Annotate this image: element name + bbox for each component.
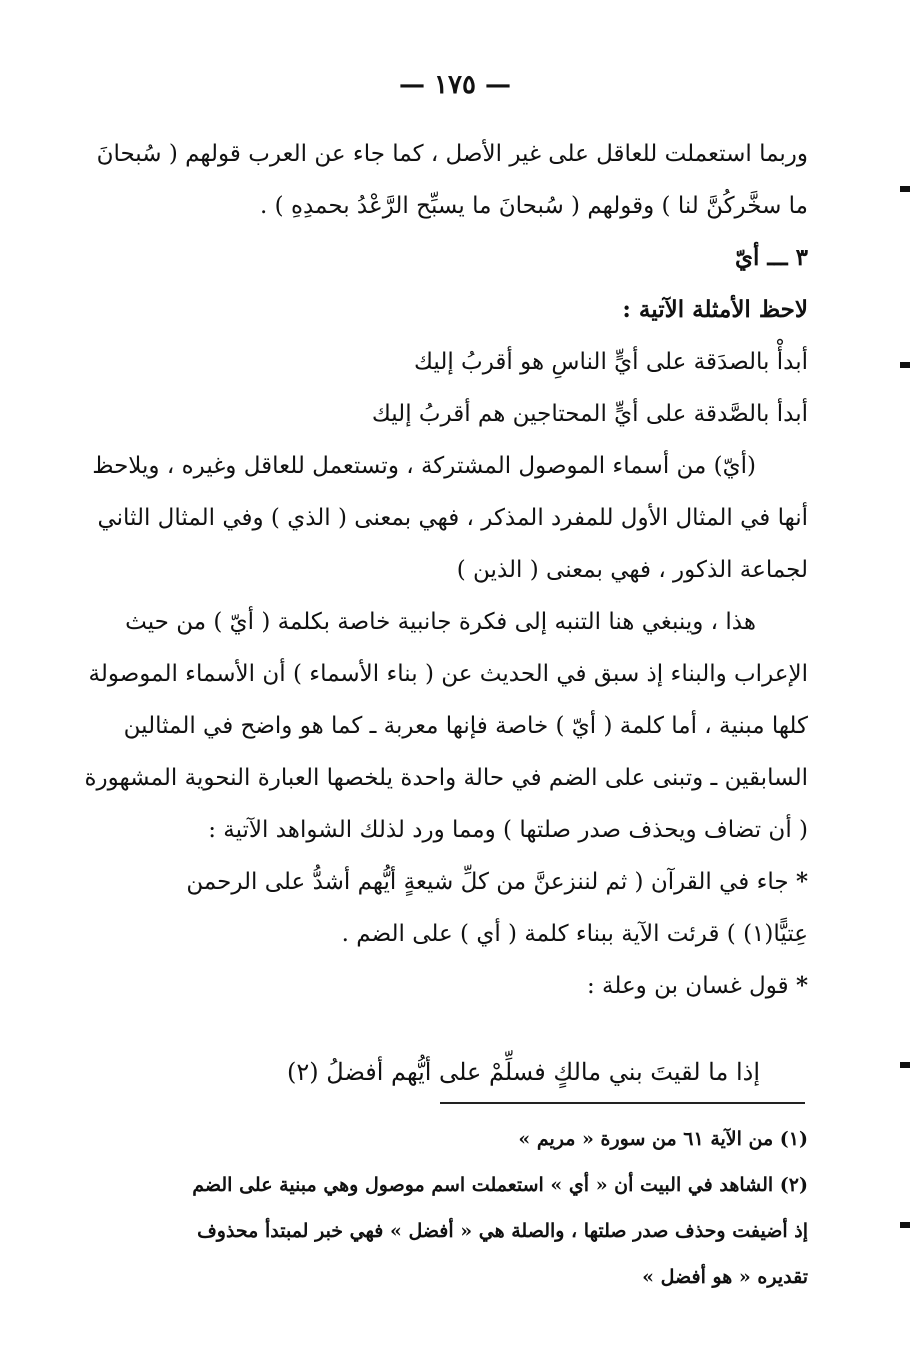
margin-mark	[900, 1062, 910, 1068]
evidence-line	[160, 960, 808, 1012]
evidence-text: جاء في القرآن ( ثم لننزعنَّ من كلِّ شيعةٍ أيُّهم أشدُّ على الرحمن	[186, 869, 789, 895]
paragraph-line: ( أن تضاف ويحذف صدر صلتها ) ومما ورد لذلك الشواهد الآتية :	[208, 817, 808, 843]
footnote-line: إذ أضيفت وحذف صدر صلتها ، والصلة هي « أفضل » فهي خبر لمبتدأ محذوف	[197, 1220, 808, 1242]
examples-intro: لاحظ الأمثلة الآتية :	[622, 296, 808, 323]
body-text	[84, 128, 808, 1012]
footnote-line: تقديره « هو أفضل »	[642, 1266, 808, 1288]
footnotes	[160, 1116, 808, 1300]
margin-mark	[900, 362, 910, 368]
footnote-divider	[440, 1102, 805, 1104]
paragraph-line: لجماعة الذكور ، فهي بمعنى ( الذين )	[456, 557, 808, 583]
bullet-marker: *	[795, 868, 808, 895]
paragraph-line: أنها في المثال الأول للمفرد المذكر ، فهي بمعنى ( الذي ) وفي المثال الثاني	[97, 505, 808, 531]
margin-mark	[900, 186, 910, 192]
paragraph-line: وربما استعملت للعاقل على غير الأصل ، كما جاء عن العرب قولهم ( سُبحانَ	[96, 141, 808, 167]
footnote-line: (٢) الشاهد في البيت أن « أي » استعملت اسم موصول وهي مبنية على الضم	[192, 1174, 808, 1196]
evidence-text: قول غسان بن وعلة :	[586, 973, 789, 999]
paragraph-line: السابقين ـ وتبنى على الضم في حالة واحدة يلخصها العبارة النحوية المشهورة	[84, 765, 808, 791]
paragraph-line: ما سخَّركُنَّ لنا ) وقولهم ( سُبحانَ ما يسبِّح الرَّعْدُ بحمدِهِ ) .	[260, 193, 808, 219]
footnote-line: (١) من الآية ٦١ من سورة « مريم »	[518, 1128, 808, 1150]
poetry-verse: إذا ما لقيتَ بني مالكٍ فسلِّمْ على أيُّهم أفضلُ (٢)	[287, 1058, 760, 1086]
paragraph-line: هذا ، وينبغي هنا التنبه إلى فكرة جانبية خاصة بكلمة ( أيّ ) من حيث	[125, 609, 756, 635]
page-number: — ١٧٥ —	[398, 70, 512, 100]
evidence-line	[160, 856, 808, 908]
margin-mark	[900, 1222, 910, 1228]
paragraph-line: الإعراب والبناء إذ سبق في الحديث عن ( بناء الأسماء ) أن الأسماء الموصولة	[88, 661, 808, 687]
bullet-marker: *	[795, 972, 808, 999]
example-line: أبدأْ بالصدَقة على أيٍّ الناسِ هو أقربُ إليك	[414, 349, 808, 375]
example-line: أبدأ بالصَّدقة على أيٍّ المحتاجين هم أقربُ إليك	[371, 401, 808, 427]
paragraph-line: كلها مبنية ، أما كلمة ( أيّ ) خاصة فإنها معربة ـ كما هو واضح في المثالين	[123, 713, 808, 739]
section-heading: ٣ ـــ أيّ	[735, 244, 808, 271]
paragraph-line: عِتيًّا(١) ) قرئت الآية ببناء كلمة ( أي ) على الضم .	[341, 921, 808, 947]
paragraph-line: (أيّ) من أسماء الموصول المشتركة ، وتستعمل للعاقل وغيره ، ويلاحظ	[92, 453, 756, 479]
